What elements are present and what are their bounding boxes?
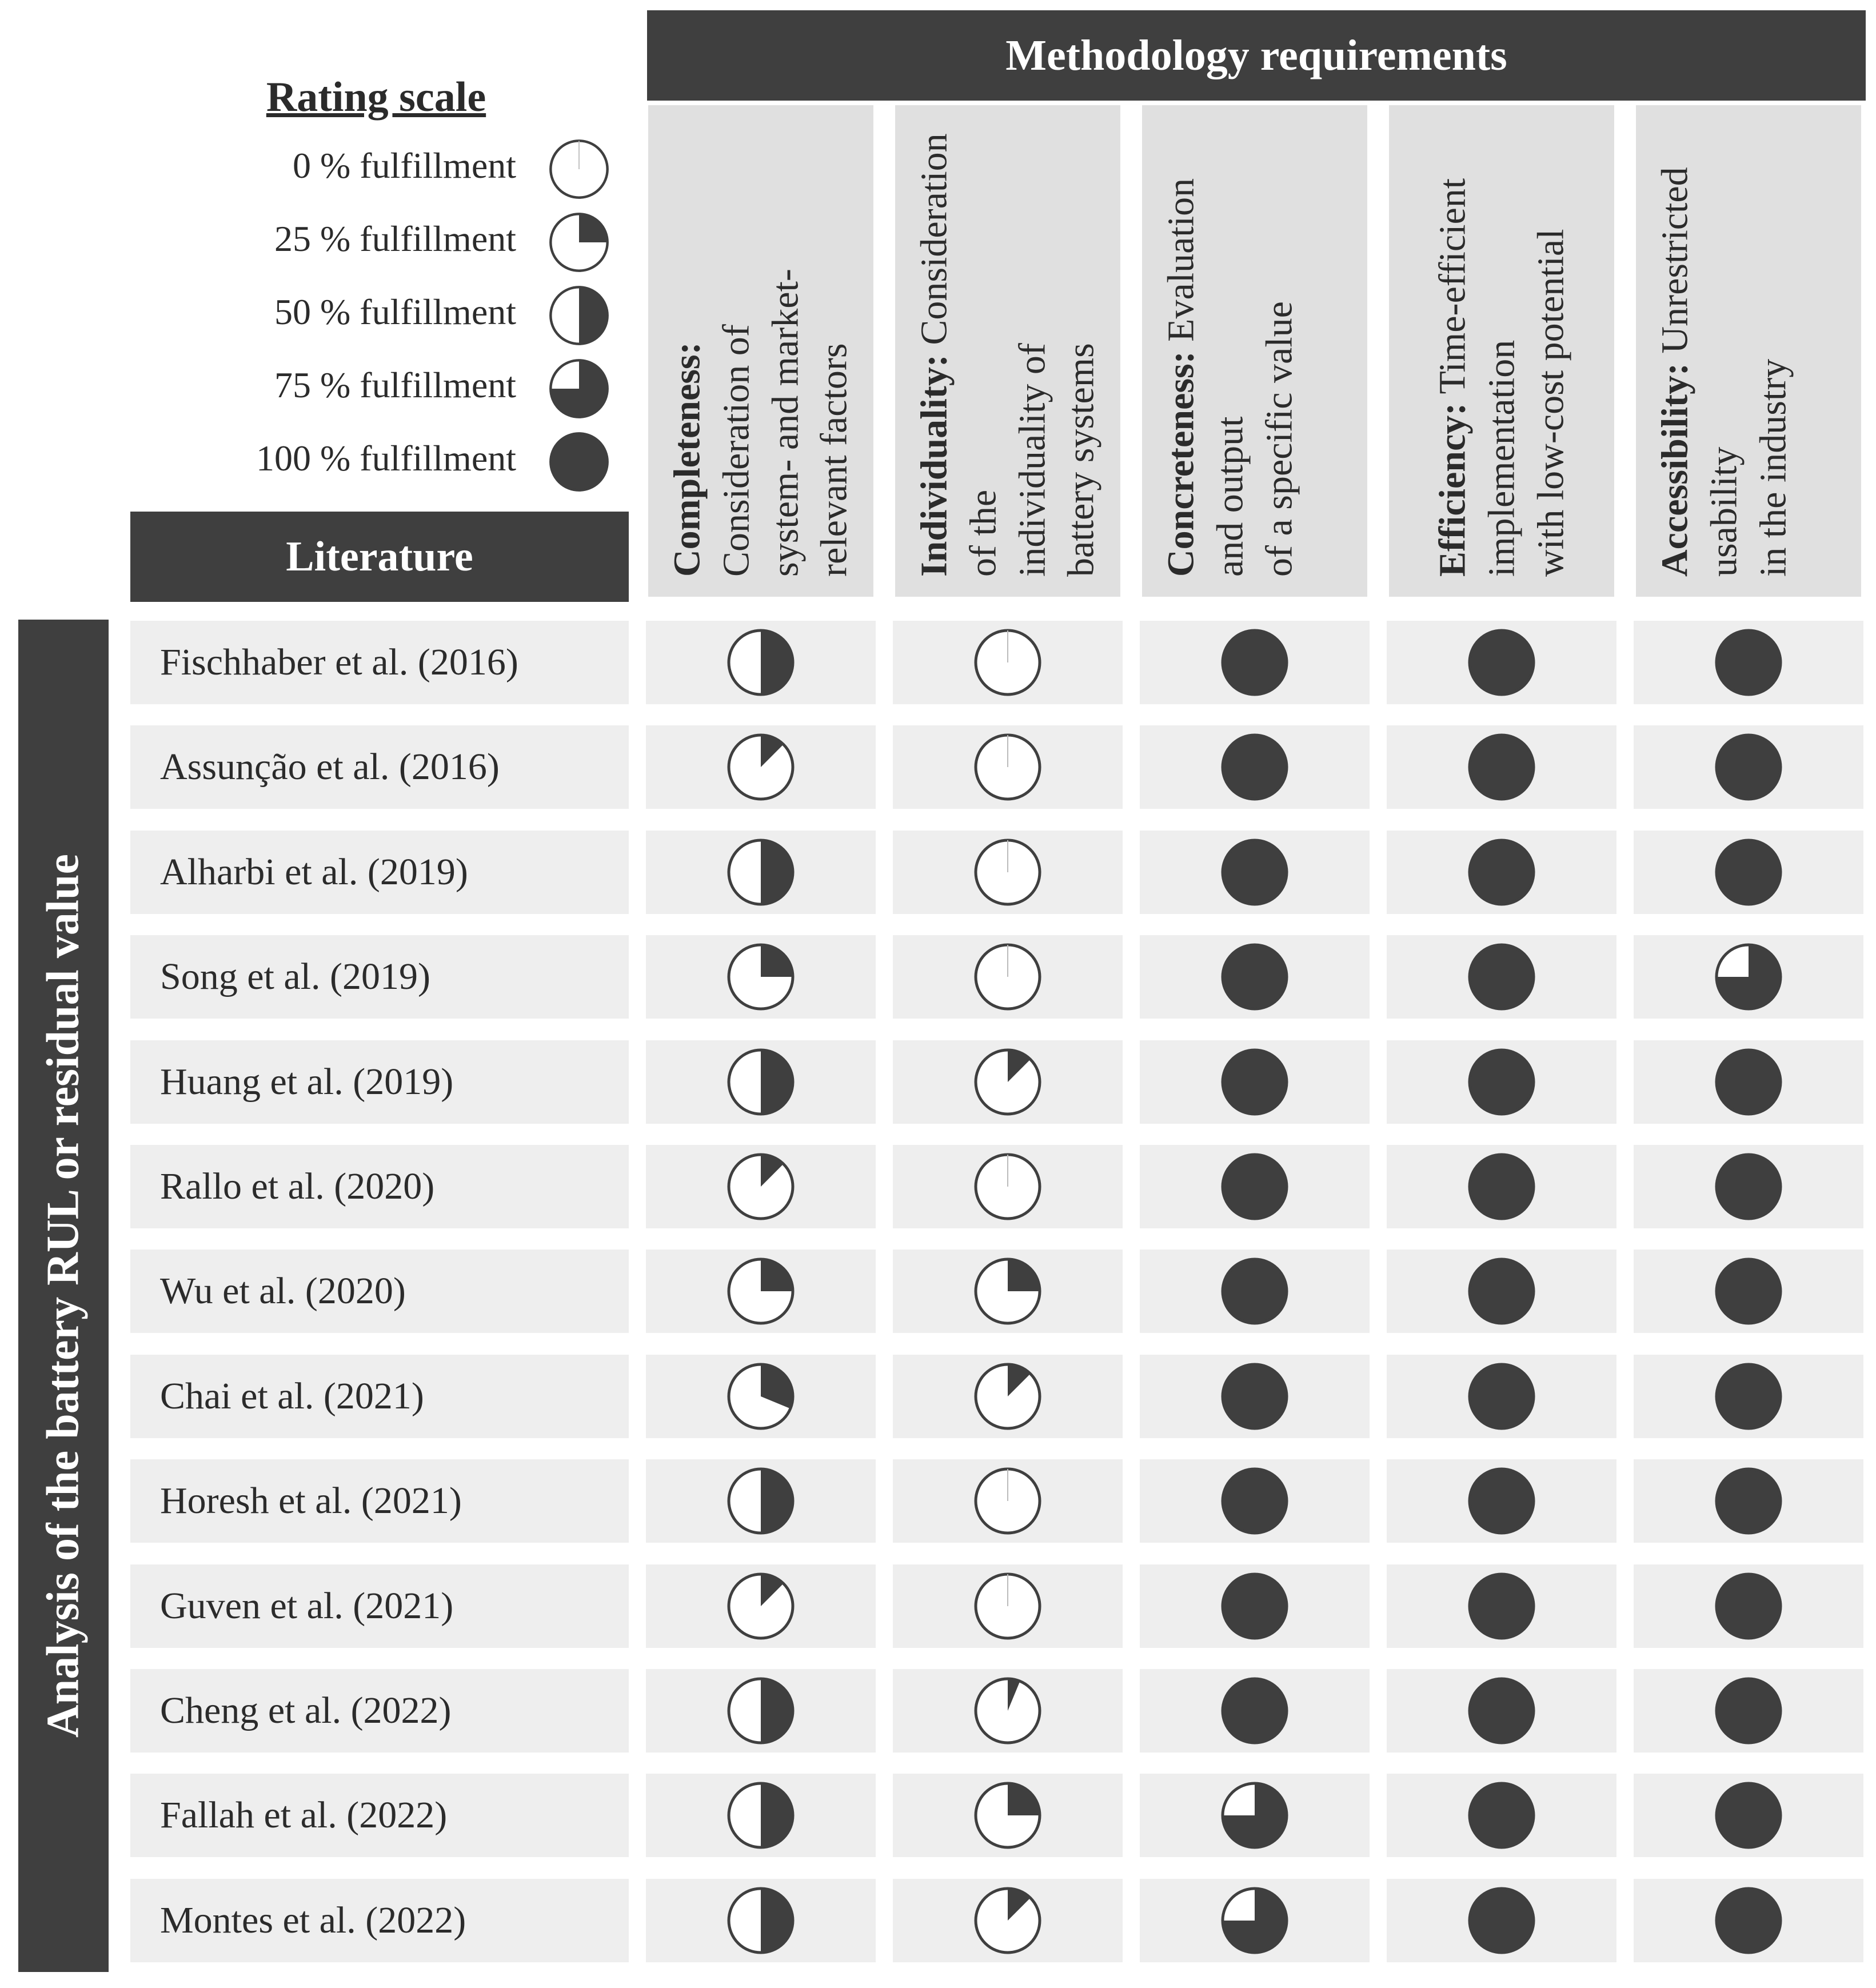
harvey-ball-icon bbox=[1713, 1256, 1784, 1327]
rating-cell bbox=[893, 1564, 1123, 1648]
harvey-ball-icon bbox=[1466, 837, 1537, 908]
methodology-header: Methodology requirements bbox=[647, 10, 1866, 101]
rating-cell bbox=[1387, 1564, 1616, 1648]
rating-cell bbox=[1634, 1879, 1863, 1962]
side-category-bar bbox=[18, 620, 109, 1972]
harvey-ball-icon bbox=[1713, 1466, 1784, 1536]
harvey-ball-icon bbox=[1219, 1361, 1290, 1432]
rating-cell bbox=[893, 1145, 1123, 1228]
row-label: Assunção et al. (2016) bbox=[130, 725, 629, 809]
harvey-ball-icon bbox=[1219, 1780, 1290, 1851]
harvey-ball-icon bbox=[972, 1675, 1043, 1746]
legend-title: Rating scale bbox=[266, 74, 486, 121]
harvey-ball-icon bbox=[1466, 732, 1537, 803]
rating-cell bbox=[1387, 935, 1616, 1019]
harvey-ball-icon bbox=[725, 1361, 796, 1432]
column-desc: relevant factors bbox=[813, 343, 855, 577]
rating-cell bbox=[1140, 725, 1370, 809]
legend-item bbox=[130, 134, 622, 197]
rating-cell bbox=[646, 621, 876, 704]
harvey-ball-icon bbox=[548, 430, 610, 493]
row-label: Montes et al. (2022) bbox=[130, 1879, 629, 1962]
column-name: Completeness: bbox=[666, 342, 708, 577]
rating-cell bbox=[1634, 935, 1863, 1019]
column-desc: individuality of bbox=[1011, 343, 1053, 577]
column-desc: in the industry bbox=[1752, 358, 1794, 577]
harvey-ball-icon bbox=[972, 1571, 1043, 1642]
harvey-ball-icon bbox=[1219, 1571, 1290, 1642]
harvey-ball-icon bbox=[972, 1885, 1043, 1956]
rating-cell bbox=[1634, 831, 1863, 914]
column-desc: of a specific value bbox=[1258, 301, 1300, 577]
rating-cell bbox=[1140, 935, 1370, 1019]
rating-cell bbox=[646, 1459, 876, 1543]
harvey-ball-icon bbox=[1219, 1466, 1290, 1536]
rating-cell bbox=[646, 831, 876, 914]
harvey-ball-icon bbox=[972, 1047, 1043, 1117]
harvey-ball-icon bbox=[1466, 627, 1537, 698]
harvey-ball-icon bbox=[725, 1466, 796, 1536]
column-header-individuality bbox=[893, 103, 1123, 599]
harvey-ball-icon bbox=[972, 941, 1043, 1012]
rating-cell bbox=[1634, 725, 1863, 809]
rating-cell bbox=[646, 1669, 876, 1753]
harvey-ball-icon bbox=[1466, 1675, 1537, 1746]
column-desc: Time-efficient bbox=[1431, 178, 1474, 394]
harvey-ball-icon bbox=[1713, 941, 1784, 1012]
harvey-ball-icon bbox=[725, 1151, 796, 1222]
rating-cell bbox=[1140, 1145, 1370, 1228]
harvey-ball-icon bbox=[1713, 1047, 1784, 1117]
harvey-ball-icon bbox=[972, 1256, 1043, 1327]
harvey-ball-icon bbox=[1713, 1361, 1784, 1432]
harvey-ball-icon bbox=[548, 211, 610, 274]
harvey-ball-icon bbox=[1713, 1780, 1784, 1851]
rating-cell bbox=[1140, 1564, 1370, 1648]
harvey-ball-icon bbox=[972, 1361, 1043, 1432]
harvey-ball-icon bbox=[1713, 837, 1784, 908]
rating-cell bbox=[1140, 1040, 1370, 1124]
legend-label: 50 % fulfillment bbox=[274, 292, 516, 332]
rating-cell bbox=[893, 1250, 1123, 1333]
literature-header: Literature bbox=[130, 512, 629, 602]
harvey-ball-icon bbox=[1466, 1780, 1537, 1851]
column-header-efficiency bbox=[1387, 103, 1616, 599]
row-label: Horesh et al. (2021) bbox=[130, 1459, 629, 1543]
rating-cell bbox=[1634, 1040, 1863, 1124]
rating-cell bbox=[1140, 1879, 1370, 1962]
rating-cell bbox=[1387, 1669, 1616, 1753]
column-desc: Evaluation and output bbox=[1160, 178, 1251, 577]
harvey-ball-icon bbox=[725, 1780, 796, 1851]
rating-cell bbox=[646, 1355, 876, 1438]
rating-cell bbox=[893, 831, 1123, 914]
rating-cell bbox=[893, 1879, 1123, 1962]
harvey-ball-icon bbox=[1713, 1675, 1784, 1746]
harvey-ball-icon bbox=[1219, 1885, 1290, 1956]
column-desc: Unrestricted usability bbox=[1654, 167, 1745, 577]
row-label: Fischhaber et al. (2016) bbox=[130, 621, 629, 704]
rating-cell bbox=[1140, 621, 1370, 704]
harvey-ball-icon bbox=[1466, 1256, 1537, 1327]
rating-cell bbox=[1140, 1355, 1370, 1438]
row-label: Rallo et al. (2020) bbox=[130, 1145, 629, 1228]
column-name: Accessibility: bbox=[1654, 363, 1696, 577]
column-desc: system- and market- bbox=[764, 269, 806, 577]
column-desc: Consideration of bbox=[715, 324, 757, 577]
harvey-ball-icon bbox=[972, 1780, 1043, 1851]
harvey-ball-icon bbox=[1713, 732, 1784, 803]
column-desc: implementation bbox=[1480, 340, 1523, 577]
harvey-ball-icon bbox=[972, 1151, 1043, 1222]
rating-cell bbox=[1387, 831, 1616, 914]
harvey-ball-icon bbox=[1219, 1675, 1290, 1746]
row-label: Song et al. (2019) bbox=[130, 935, 629, 1019]
rating-cell bbox=[1387, 1355, 1616, 1438]
column-name: Individuality: bbox=[913, 354, 955, 577]
rating-cell bbox=[893, 1040, 1123, 1124]
harvey-ball-icon bbox=[1466, 1466, 1537, 1536]
rating-cell bbox=[1634, 1564, 1863, 1648]
legend-item bbox=[130, 281, 622, 344]
harvey-ball-icon bbox=[1466, 1571, 1537, 1642]
harvey-ball-icon bbox=[1713, 1151, 1784, 1222]
harvey-ball-icon bbox=[1466, 1047, 1537, 1117]
legend-label: 100 % fulfillment bbox=[256, 438, 516, 478]
rating-cell bbox=[893, 725, 1123, 809]
rating-cell bbox=[646, 1250, 876, 1333]
harvey-ball-icon bbox=[1219, 1151, 1290, 1222]
harvey-ball-icon bbox=[725, 732, 796, 803]
rating-cell bbox=[1634, 1145, 1863, 1228]
legend-label: 25 % fulfillment bbox=[274, 218, 516, 259]
column-desc: battery systems bbox=[1060, 343, 1102, 577]
harvey-ball-icon bbox=[1713, 627, 1784, 698]
legend-item bbox=[130, 354, 622, 417]
rating-cell bbox=[1140, 1774, 1370, 1857]
rating-cell bbox=[1387, 1774, 1616, 1857]
rating-cell bbox=[1634, 621, 1863, 704]
harvey-ball-icon bbox=[1713, 1571, 1784, 1642]
column-name: Concreteness: bbox=[1160, 351, 1202, 577]
row-label: Chai et al. (2021) bbox=[130, 1355, 629, 1438]
rating-cell bbox=[893, 935, 1123, 1019]
rating-cell bbox=[646, 1774, 876, 1857]
row-label: Wu et al. (2020) bbox=[130, 1250, 629, 1333]
harvey-ball-icon bbox=[1219, 1256, 1290, 1327]
rating-cell bbox=[1634, 1355, 1863, 1438]
rating-cell bbox=[1634, 1250, 1863, 1333]
harvey-ball-icon bbox=[548, 357, 610, 420]
row-label: Huang et al. (2019) bbox=[130, 1040, 629, 1124]
legend-label: 0 % fulfillment bbox=[292, 145, 516, 186]
harvey-ball-icon bbox=[1466, 941, 1537, 1012]
harvey-ball-icon bbox=[725, 1047, 796, 1117]
harvey-ball-icon bbox=[1219, 732, 1290, 803]
column-name: Efficiency: bbox=[1431, 402, 1474, 577]
rating-cell bbox=[1140, 831, 1370, 914]
row-label: Cheng et al. (2022) bbox=[130, 1669, 629, 1753]
harvey-ball-icon bbox=[725, 1571, 796, 1642]
legend-label: 75 % fulfillment bbox=[274, 365, 516, 405]
harvey-ball-icon bbox=[725, 1885, 796, 1956]
harvey-ball-icon bbox=[725, 837, 796, 908]
harvey-ball-icon bbox=[972, 732, 1043, 803]
rating-cell bbox=[1140, 1250, 1370, 1333]
row-label: Alharbi et al. (2019) bbox=[130, 831, 629, 914]
rating-cell bbox=[1634, 1669, 1863, 1753]
rating-cell bbox=[1140, 1669, 1370, 1753]
harvey-ball-icon bbox=[1466, 1151, 1537, 1222]
rating-cell bbox=[646, 1145, 876, 1228]
harvey-ball-icon bbox=[1466, 1361, 1537, 1432]
rating-cell bbox=[893, 1355, 1123, 1438]
row-label: Guven et al. (2021) bbox=[130, 1564, 629, 1648]
harvey-ball-icon bbox=[972, 1466, 1043, 1536]
harvey-ball-icon bbox=[1713, 1885, 1784, 1956]
harvey-ball-icon bbox=[548, 138, 610, 201]
legend-item bbox=[130, 207, 622, 270]
rating-cell bbox=[1140, 1459, 1370, 1543]
harvey-ball-icon bbox=[725, 941, 796, 1012]
harvey-ball-icon bbox=[725, 627, 796, 698]
rating-cell bbox=[646, 1564, 876, 1648]
column-header-concreteness bbox=[1140, 103, 1370, 599]
column-header-completeness bbox=[646, 103, 876, 599]
harvey-ball-icon bbox=[1466, 1885, 1537, 1956]
harvey-ball-icon bbox=[1219, 941, 1290, 1012]
column-desc: with low-cost potential bbox=[1529, 229, 1571, 577]
rating-cell bbox=[646, 725, 876, 809]
rating-cell bbox=[646, 1879, 876, 1962]
rating-cell bbox=[893, 621, 1123, 704]
rating-cell bbox=[1387, 725, 1616, 809]
rating-cell bbox=[1387, 621, 1616, 704]
rating-cell bbox=[646, 935, 876, 1019]
rating-cell bbox=[1634, 1459, 1863, 1543]
harvey-ball-icon bbox=[972, 627, 1043, 698]
rating-cell bbox=[1634, 1774, 1863, 1857]
rating-cell bbox=[893, 1459, 1123, 1543]
harvey-ball-icon bbox=[1219, 837, 1290, 908]
rating-cell bbox=[1387, 1459, 1616, 1543]
legend-item bbox=[130, 427, 622, 490]
harvey-ball-icon bbox=[972, 837, 1043, 908]
harvey-ball-icon bbox=[725, 1256, 796, 1327]
rating-cell bbox=[1387, 1250, 1616, 1333]
column-desc: Consideration of the bbox=[913, 133, 1004, 577]
rating-cell bbox=[1387, 1879, 1616, 1962]
harvey-ball-icon bbox=[725, 1675, 796, 1746]
rating-cell bbox=[893, 1669, 1123, 1753]
rating-cell bbox=[1387, 1145, 1616, 1228]
harvey-ball-icon bbox=[1219, 1047, 1290, 1117]
side-category-label: Analysis of the battery RUL or residual value bbox=[38, 854, 89, 1738]
column-header-accessibility bbox=[1634, 103, 1863, 599]
harvey-ball-icon bbox=[1219, 627, 1290, 698]
row-label: Fallah et al. (2022) bbox=[130, 1774, 629, 1857]
rating-cell bbox=[893, 1774, 1123, 1857]
harvey-ball-icon bbox=[548, 284, 610, 347]
rating-cell bbox=[646, 1040, 876, 1124]
rating-cell bbox=[1387, 1040, 1616, 1124]
